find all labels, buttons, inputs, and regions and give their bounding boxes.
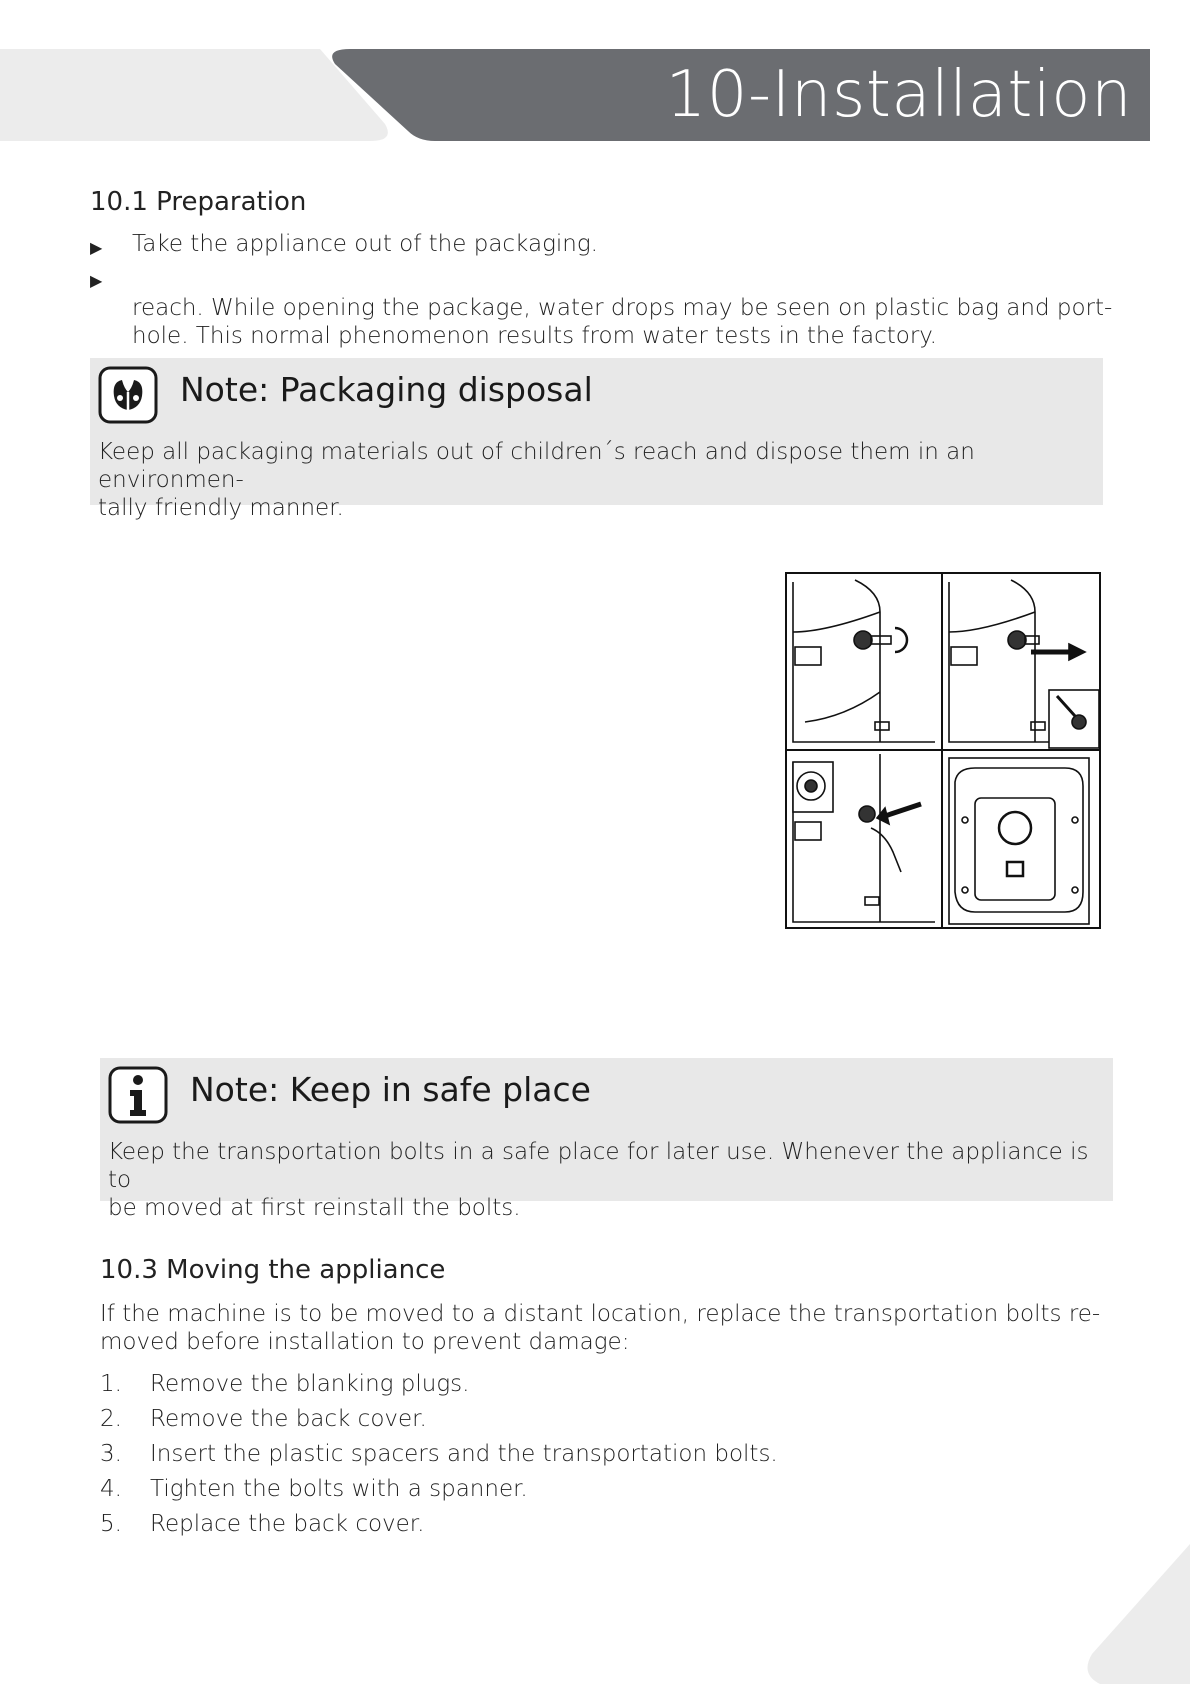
bullet-marker-icon: ▶	[90, 238, 103, 257]
page-corner-decoration	[1080, 1544, 1190, 1684]
note-text-line: tally friendly manner.	[98, 495, 344, 521]
bullet-text-continuation: hole. This normal phenomenon results from water tests in the factory.	[132, 323, 937, 349]
list-text: Replace the back cover.	[150, 1511, 425, 1537]
list-number: 3.	[100, 1441, 122, 1467]
section-heading-preparation: 10.1 Preparation	[90, 187, 307, 217]
intro-line: If the machine is to be moved to a distant location, replace the transportation bolts re-	[100, 1301, 1101, 1327]
note-text-line: be moved at first reinstall the bolts.	[108, 1195, 521, 1221]
list-text: Insert the plastic spacers and the transportation bolts.	[150, 1441, 778, 1467]
note-text	[108, 1138, 1103, 1222]
recycle-plant-icon	[98, 366, 158, 424]
list-number: 4.	[100, 1476, 122, 1502]
section-intro	[100, 1300, 1100, 1356]
info-icon	[108, 1066, 168, 1124]
bullet-marker-icon: ▶	[90, 271, 103, 290]
intro-line: moved before installation to prevent damage:	[100, 1329, 630, 1355]
panel-pull-bolt	[949, 580, 1099, 748]
note-text-line: Keep all packaging materials out of children´s reach and dispose them in an environmen-	[98, 439, 975, 493]
list-number: 1.	[100, 1371, 122, 1397]
note-text-line: Keep the transportation bolts in a safe place for later use. Whenever the appliance is to	[108, 1139, 1089, 1193]
section-heading-moving: 10.3 Moving the appliance	[100, 1255, 446, 1285]
panel-insert-plug	[793, 754, 935, 922]
note-title: Note: Packaging disposal	[180, 370, 593, 409]
note-title: Note: Keep in safe place	[190, 1070, 591, 1109]
panel-unscrew-bolt	[793, 580, 935, 742]
note-keep-safe-place	[100, 1058, 1113, 1221]
list-text: Tighten the bolts with a spanner.	[150, 1476, 528, 1502]
note-text	[98, 438, 1093, 522]
bullet-text-continuation: reach. While opening the package, water drops may be seen on plastic bag and port-	[132, 295, 1113, 321]
note-packaging-disposal	[90, 358, 1103, 521]
list-text: Remove the blanking plugs.	[150, 1371, 470, 1397]
list-text: Remove the back cover.	[150, 1406, 427, 1432]
panel-back-cover	[949, 758, 1089, 924]
list-number: 2.	[100, 1406, 122, 1432]
list-number: 5.	[100, 1511, 122, 1537]
transport-bolts-illustration	[785, 572, 1101, 929]
chapter-title: 10-Installation	[665, 58, 1132, 132]
bullet-text: Take the appliance out of the packaging.	[132, 231, 598, 257]
